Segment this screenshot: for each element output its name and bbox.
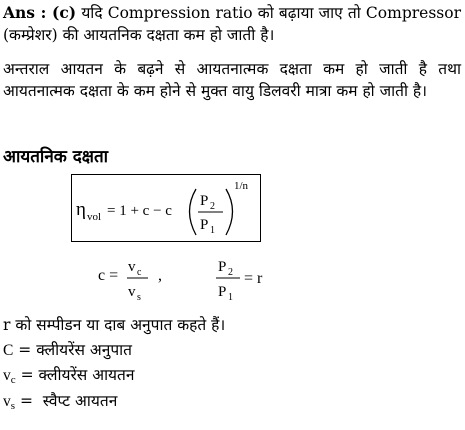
definition-vs-subscript: s: [10, 400, 16, 412]
formula-eta-subscript: vol: [87, 211, 102, 223]
answer-paragraph: [3, 2, 461, 46]
definition-c: [3, 339, 132, 362]
explanation-paragraph: अन्तराल आयतन के बढ़ने से आयतनात्मक दक्षता कम हो जाती है तथा आयतनात्मक दक्षता के कम होने से मुक्त वायु डिलवरी मात्रा कम हो जाती है।: [3, 60, 461, 100]
formula-eta: η: [76, 199, 86, 220]
definition-vc-symbol: v: [3, 367, 11, 384]
relation-r-num: P: [218, 259, 227, 275]
definition-r: r को सम्पीडन या दाब अनुपात कहते हैं।: [3, 316, 226, 334]
formula-right-paren: [226, 189, 233, 235]
definition-c-text: = क्लीयरेंस अनुपात: [18, 341, 132, 359]
section-heading: आयतनिक दक्षता: [3, 147, 109, 167]
definition-vc-subscript: c: [10, 374, 16, 386]
definition-vc: [3, 364, 134, 387]
relation-c-lhs: c =: [98, 267, 119, 284]
formula-rhs-prefix: = 1 + c − c: [107, 203, 172, 219]
answer-label: Ans : (c): [3, 3, 77, 22]
definition-vc-text: = क्लीयरेंस आयतन: [20, 366, 135, 384]
formula-frac-num-sub: 2: [210, 201, 215, 212]
volumetric-efficiency-formula: [72, 175, 262, 243]
relation-r-num-sub: 2: [228, 267, 233, 278]
relation-r-rhs: = r: [244, 270, 263, 287]
relation-c-den-sub: s: [137, 292, 141, 303]
formula-exponent: 1/n: [234, 180, 249, 192]
definition-c-symbol: C: [3, 342, 14, 359]
relation-c-den: v: [128, 284, 136, 300]
formula-frac-den-sub: 1: [210, 225, 215, 236]
relation-separator: ,: [158, 267, 162, 284]
relation-r-den: P: [218, 284, 227, 300]
definition-vs-symbol: v: [3, 393, 11, 410]
relation-c-num: v: [128, 259, 136, 275]
relation-c-num-sub: c: [137, 267, 142, 278]
definition-vs-text: = स्वैप्ट आयतन: [19, 392, 118, 410]
relation-r-den-sub: 1: [228, 292, 233, 303]
formula-frac-num: P: [200, 193, 209, 209]
definition-vs: [3, 390, 117, 413]
formula-left-paren: [190, 189, 197, 235]
formula-box: [71, 174, 261, 242]
formula-frac-den: P: [200, 217, 209, 233]
answer-text: यदि Compression ratio को बढ़ाया जाए तो Compressor (कम्प्रेशर) की आयतनिक दक्षता कम हो जाती है।: [3, 4, 461, 44]
